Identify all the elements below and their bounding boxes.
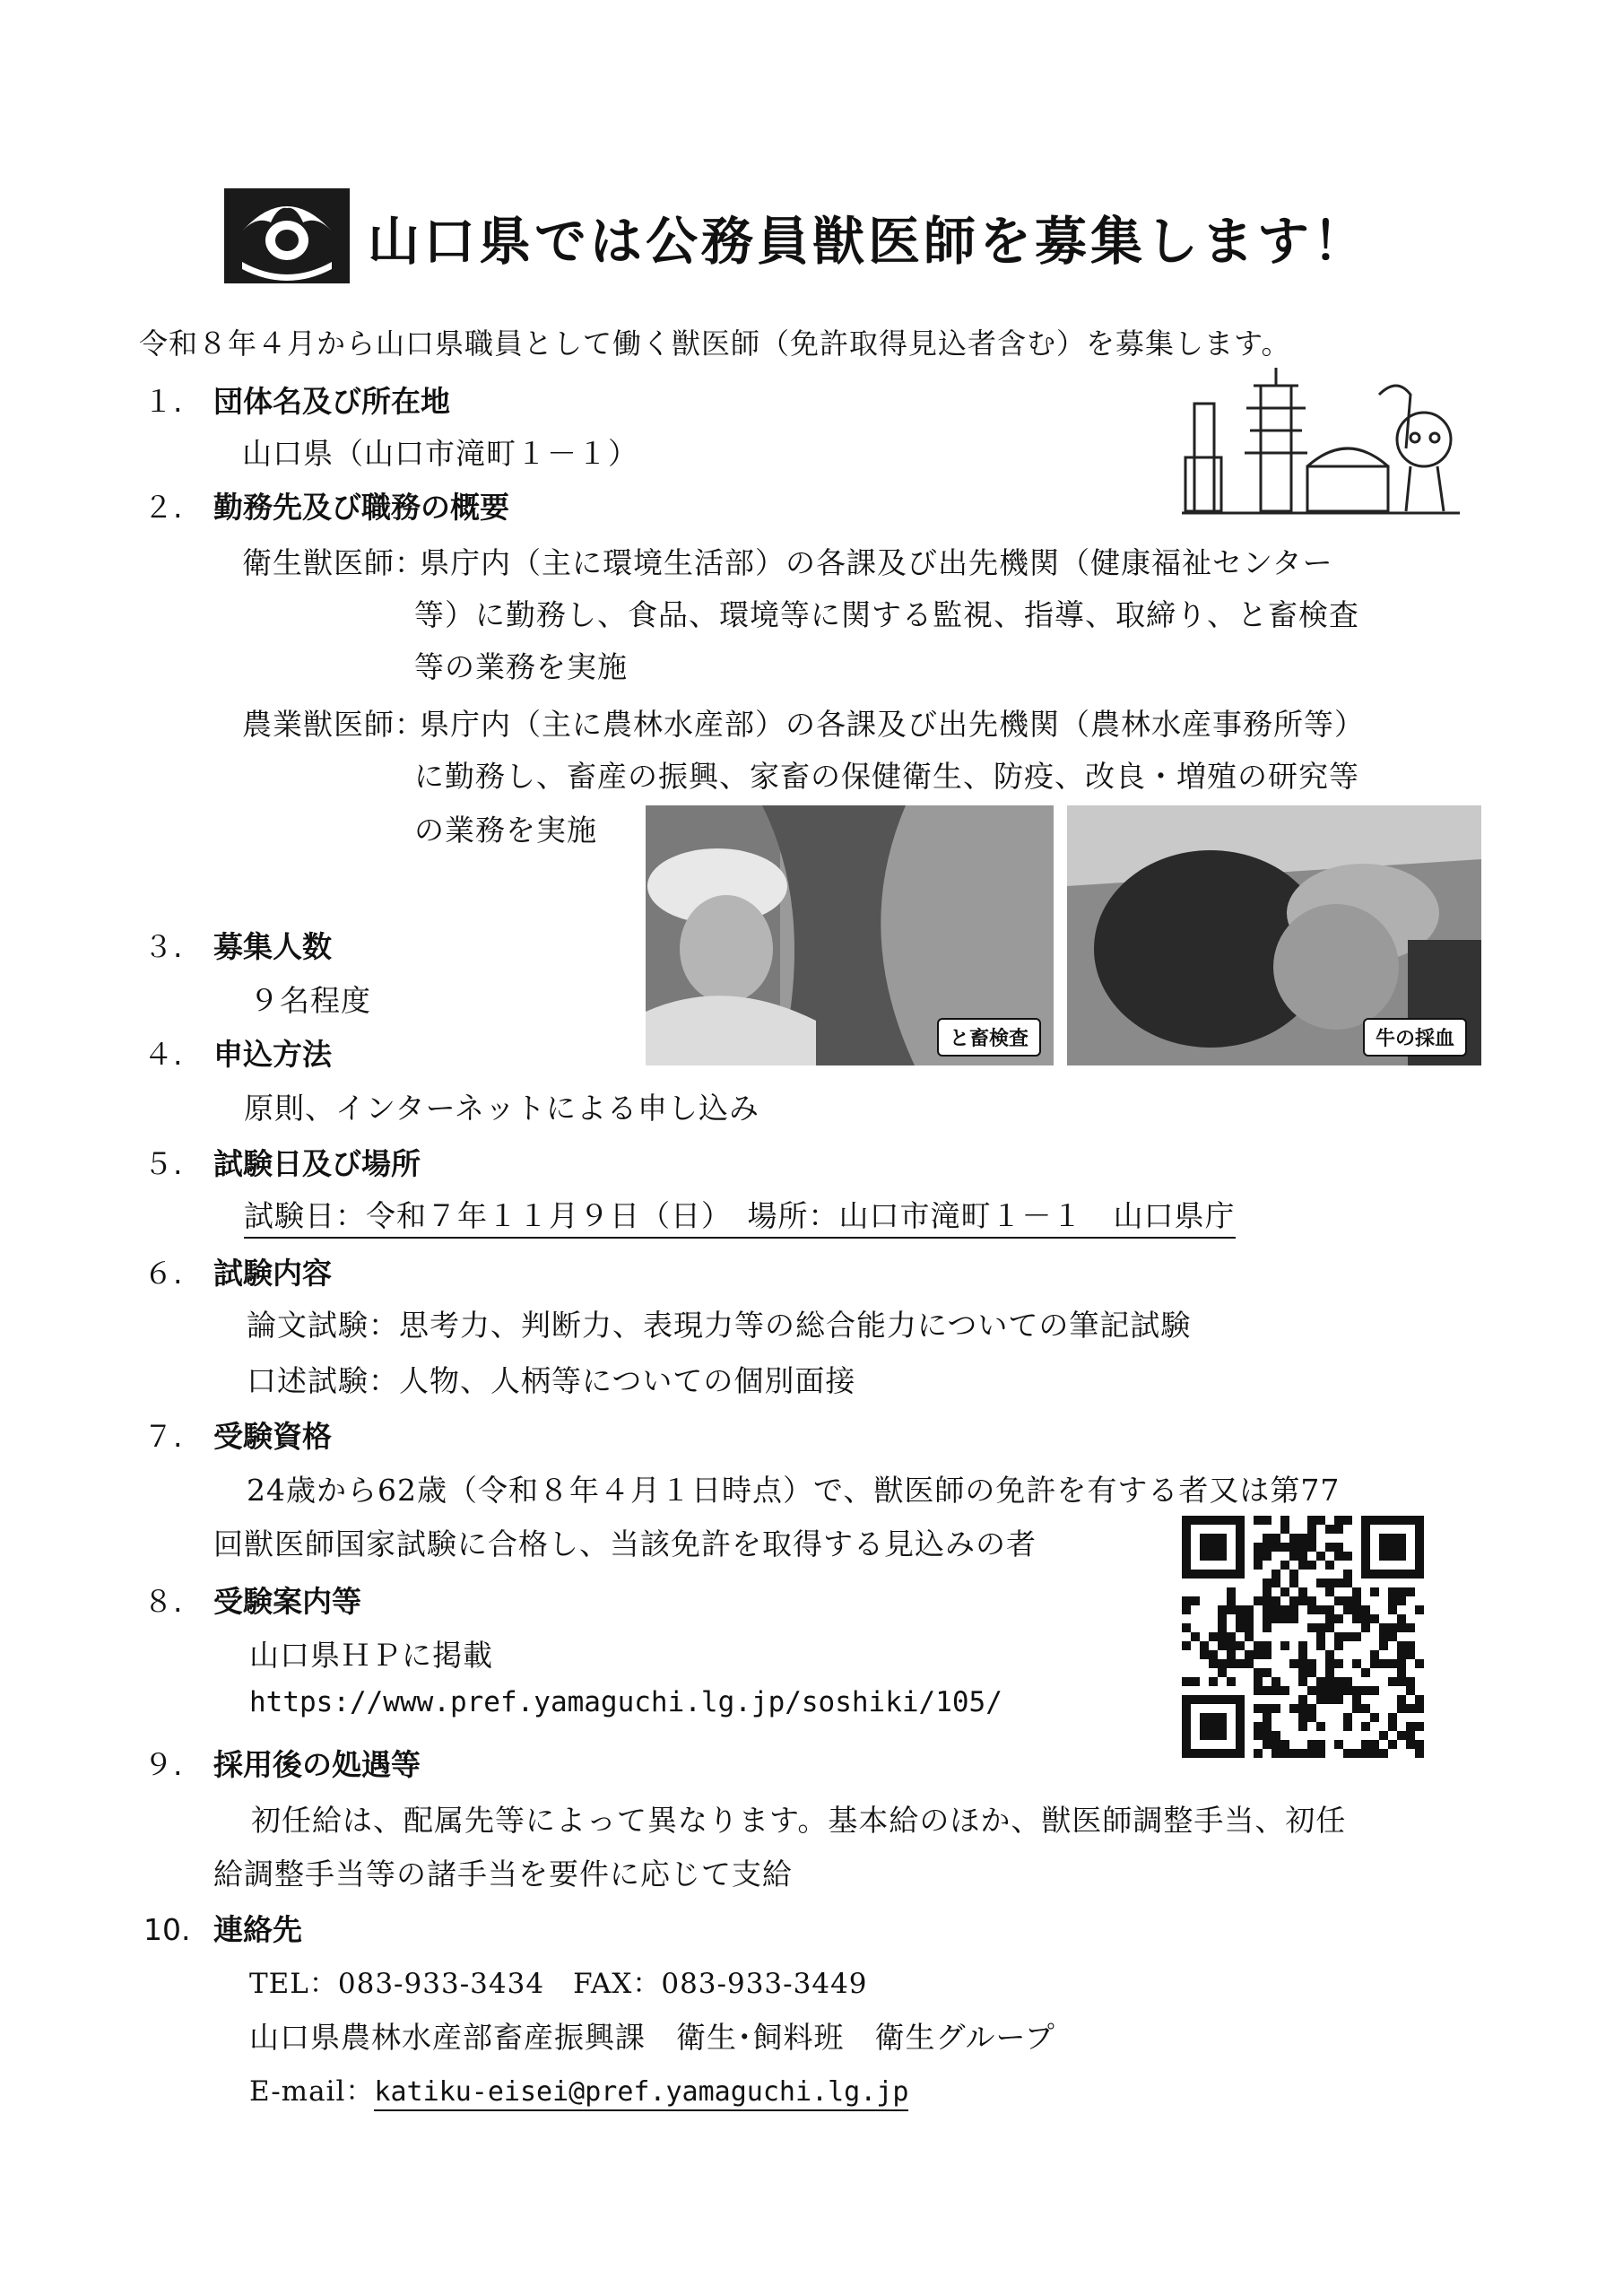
- section-number: ３.: [143, 929, 183, 964]
- hygiene-vet-line: 等の業務を実施: [414, 649, 628, 684]
- section-title: 申込方法: [213, 1037, 332, 1072]
- meat-inspection-photo: [646, 805, 1054, 1065]
- section-title: 受験案内等: [213, 1584, 361, 1619]
- recruitment-count: ９名程度: [249, 983, 371, 1018]
- application-method: 原則、インターネットによる申し込み: [244, 1091, 760, 1126]
- contact-department: 山口県農林水産部畜産振興課 衛生･飼料班 衛生グループ: [249, 2020, 1055, 2055]
- section-number: ５.: [143, 1146, 183, 1181]
- section-10-heading: [143, 1907, 302, 1949]
- section-number: ２.: [143, 490, 183, 525]
- section-9-heading: [143, 1742, 421, 1784]
- section-5-heading: [143, 1141, 421, 1183]
- section-title: 試験内容: [213, 1256, 332, 1291]
- section-title: 団体名及び所在地: [213, 384, 450, 419]
- exam-guide-url[interactable]: https://www.pref.yamaguchi.lg.jp/soshiki/105/: [249, 1686, 1002, 1718]
- section-1-heading: [143, 378, 450, 421]
- agriculture-vet-line: 県庁内（主に農林水産部）の各課及び出先機関（農林水産事務所等）: [420, 707, 1365, 742]
- section-title: 連絡先: [213, 1912, 302, 1947]
- organization-address: 山口県（山口市滝町１－１）: [242, 436, 638, 471]
- photo-caption: 牛の採血: [1363, 1018, 1467, 1057]
- cattle-blood-sampling-photo: [1067, 805, 1481, 1065]
- hygiene-vet-line: 等）に勤務し、食品、環境等に関する監視、指導、取締り、と畜検査: [414, 597, 1359, 632]
- essay-exam: 論文試験：思考力、判断力、表現力等の総合能力についての筆記試験: [247, 1308, 1192, 1343]
- section-number: ４.: [143, 1037, 183, 1072]
- section-number: ８.: [143, 1584, 183, 1619]
- section-7-heading: [143, 1413, 332, 1456]
- qr-code[interactable]: [1182, 1516, 1424, 1758]
- section-title: 試験日及び場所: [213, 1146, 421, 1181]
- eligibility-line: 24歳から62歳（令和８年４月１日時点）で、獣医師の免許を有する者又は第77: [247, 1473, 1341, 1508]
- oral-exam: 口述試験：人物、人柄等についての個別面接: [247, 1363, 856, 1398]
- photo-caption: と畜検査: [937, 1018, 1041, 1057]
- exam-guide-info: 山口県ＨＰに掲載: [249, 1638, 493, 1673]
- page-title: 山口県では公務員獣医師を募集します！: [368, 211, 1369, 272]
- agriculture-vet-line: の業務を実施: [414, 813, 597, 848]
- section-title: 募集人数: [213, 929, 332, 964]
- section-number: ９.: [143, 1747, 183, 1782]
- section-number: １.: [143, 384, 183, 419]
- hygiene-vet-label: 衛生獣医師：: [242, 545, 425, 580]
- agriculture-vet-label: 農業獣医師：: [242, 707, 425, 742]
- contact-phone-fax: TEL：083-933-3434 FAX：083-933-3449: [249, 1968, 868, 2000]
- section-2-heading: [143, 484, 509, 526]
- hygiene-vet-line: 県庁内（主に環境生活部）の各課及び出先機関（健康福祉センター: [420, 545, 1333, 580]
- section-4-heading: [143, 1031, 332, 1074]
- treatment-line: 給調整手当等の諸手当を要件に応じて支給: [213, 1857, 793, 1892]
- email-label: E-mail：: [249, 2075, 375, 2108]
- contact-email-row: [249, 2068, 908, 2109]
- section-3-heading: [143, 924, 332, 966]
- section-8-heading: [143, 1578, 361, 1621]
- section-6-heading: [143, 1250, 332, 1292]
- section-number: 10.: [143, 1912, 191, 1947]
- section-title: 受験資格: [213, 1419, 332, 1454]
- contact-email-link[interactable]: katiku-eisei@pref.yamaguchi.lg.jp: [374, 2076, 908, 2111]
- section-number: ７.: [143, 1419, 183, 1454]
- agriculture-vet-line: に勤務し、畜産の振興、家畜の保健衛生、防疫、改良・増殖の研究等: [414, 759, 1359, 794]
- eligibility-line: 回獣医師国家試験に合格し、当該免許を取得する見込みの者: [213, 1526, 1037, 1561]
- section-title: 勤務先及び職務の概要: [213, 490, 509, 525]
- intro-text: 令和８年４月から山口県職員として働く獣医師（免許取得見込者含む）を募集します。: [139, 326, 1291, 361]
- exam-date-location: 試験日：令和７年１１月９日（日） 場所：山口市滝町１－１ 山口県庁: [244, 1193, 1236, 1239]
- treatment-line: 初任給は、配属先等によって異なります。基本給のほか、獣医師調整手当、初任: [251, 1803, 1347, 1838]
- prefecture-logo: [224, 188, 350, 283]
- section-number: ６.: [143, 1256, 183, 1291]
- yamaguchi-landmarks-illustration: [1182, 368, 1460, 520]
- section-title: 採用後の処遇等: [213, 1747, 421, 1782]
